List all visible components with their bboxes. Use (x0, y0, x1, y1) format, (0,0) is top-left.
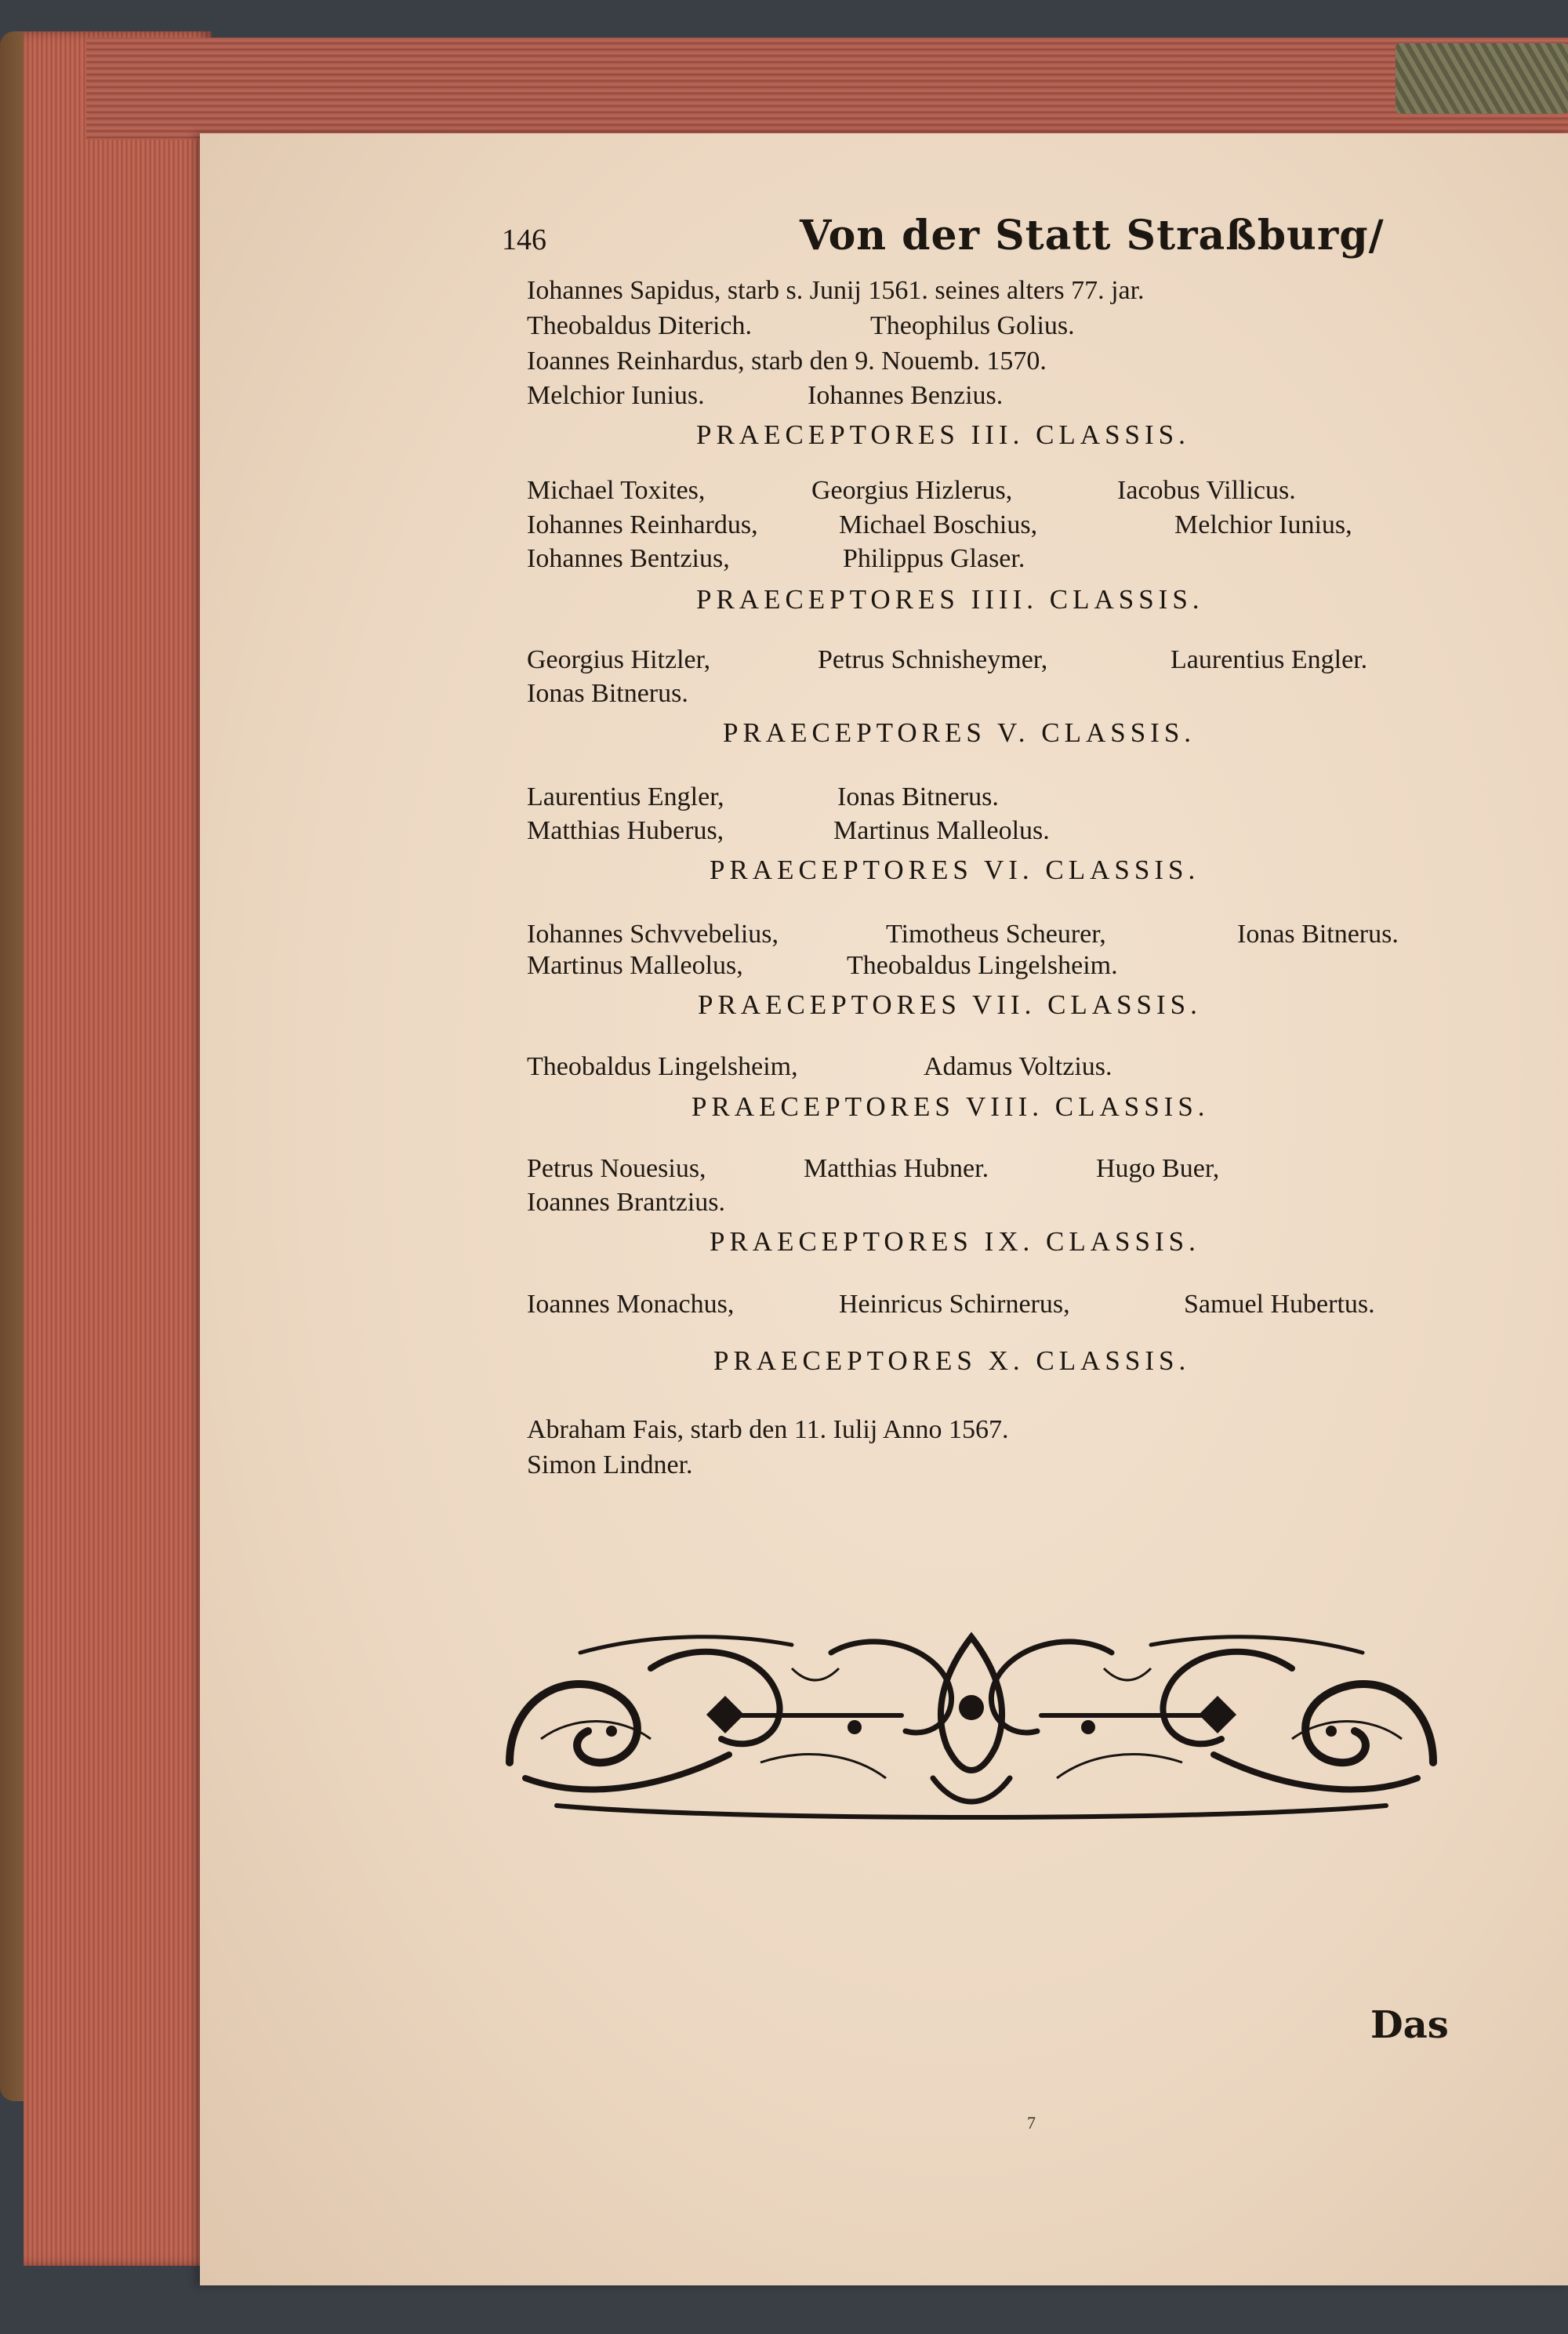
class-v-name: Laurentius Engler, (527, 782, 724, 811)
class-iiii-name: Ionas Bitnerus. (527, 679, 688, 708)
intro-line-reinhardus: Ioannes Reinhardus, starb den 9. Nouemb. 1570. (527, 347, 1047, 376)
class-iiii-name: Laurentius Engler. (1171, 645, 1368, 674)
class-vi-name: Iohannes Schvvebelius, (527, 920, 779, 949)
class-vi-name: Ionas Bitnerus. (1237, 920, 1399, 949)
class-x-name: Abraham Fais, starb den 11. Iulij Anno 1567. (527, 1415, 1009, 1444)
top-page-edge (86, 38, 1568, 140)
class-heading-vii: PRAECEPTORES VII. CLASSIS. (698, 989, 1202, 1020)
running-head (502, 212, 1458, 267)
class-v-name: Matthias Huberus, (527, 816, 724, 845)
class-iii-name: Iohannes Reinhardus, (527, 510, 758, 539)
page-edges (24, 31, 212, 2266)
class-iii-name: Iacobus Villicus. (1117, 476, 1296, 505)
class-vii-name: Adamus Voltzius. (924, 1052, 1112, 1081)
class-viii-name: Ioannes Brantzius. (527, 1188, 726, 1217)
class-heading-x: PRAECEPTORES X. CLASSIS. (713, 1345, 1191, 1376)
class-v-name: Ionas Bitnerus. (837, 782, 999, 811)
class-iiii-name: Georgius Hitzler, (527, 645, 711, 674)
page-number: 146 (502, 223, 546, 256)
class-iiii-name: Petrus Schnisheymer, (818, 645, 1048, 674)
signature-mark: 7 (1027, 2113, 1036, 2133)
bookmark-ribbon (1396, 43, 1568, 114)
printed-page (200, 133, 1568, 2285)
class-ix-name: Samuel Hubertus. (1184, 1290, 1375, 1319)
class-vi-name: Martinus Malleolus, (527, 951, 743, 980)
intro-name-golius: Theophilus Golius. (870, 311, 1075, 340)
class-viii-name: Matthias Hubner. (804, 1154, 989, 1183)
intro-name-diterich: Theobaldus Diterich. (527, 311, 753, 340)
class-vii-name: Theobaldus Lingelsheim, (527, 1052, 798, 1081)
class-viii-name: Hugo Buer, (1096, 1154, 1220, 1183)
running-title: Von der Statt Straßburg/ (800, 212, 1385, 260)
class-ix-name: Heinricus Schirnerus, (839, 1290, 1070, 1319)
class-x-name: Simon Lindner. (527, 1450, 693, 1479)
class-heading-iii: PRAECEPTORES III. CLASSIS. (696, 419, 1190, 450)
class-v-name: Martinus Malleolus. (833, 816, 1050, 845)
class-iii-name: Georgius Hizlerus, (811, 476, 1013, 505)
class-heading-ix: PRAECEPTORES IX. CLASSIS. (710, 1226, 1200, 1257)
class-iii-name: Iohannes Bentzius, (527, 544, 730, 573)
class-iii-name: Philippus Glaser. (843, 544, 1025, 573)
class-iii-name: Melchior Iunius, (1174, 510, 1352, 539)
catchword: Das (1370, 2003, 1449, 2047)
class-heading-viii: PRAECEPTORES VIII. CLASSIS. (691, 1091, 1210, 1122)
intro-name-iunius: Melchior Iunius. (527, 381, 705, 410)
class-viii-name: Petrus Nouesius, (527, 1154, 706, 1183)
intro-name-benzius: Iohannes Benzius. (808, 381, 1004, 410)
woodcut-arabesque-band-icon (494, 1621, 1449, 1825)
intro-line-sapidus: Iohannes Sapidus, starb s. Junij 1561. seines alters 77. jar. (527, 276, 1145, 305)
class-ix-name: Ioannes Monachus, (527, 1290, 735, 1319)
class-heading-iiii: PRAECEPTORES IIII. CLASSIS. (696, 584, 1204, 615)
class-vi-name: Timotheus Scheurer, (886, 920, 1106, 949)
class-vi-name: Theobaldus Lingelsheim. (847, 951, 1118, 980)
class-heading-vi: PRAECEPTORES VI. CLASSIS. (710, 855, 1200, 885)
class-heading-v: PRAECEPTORES V. CLASSIS. (723, 717, 1196, 748)
class-iii-name: Michael Boschius, (839, 510, 1038, 539)
class-iii-name: Michael Toxites, (527, 476, 706, 505)
